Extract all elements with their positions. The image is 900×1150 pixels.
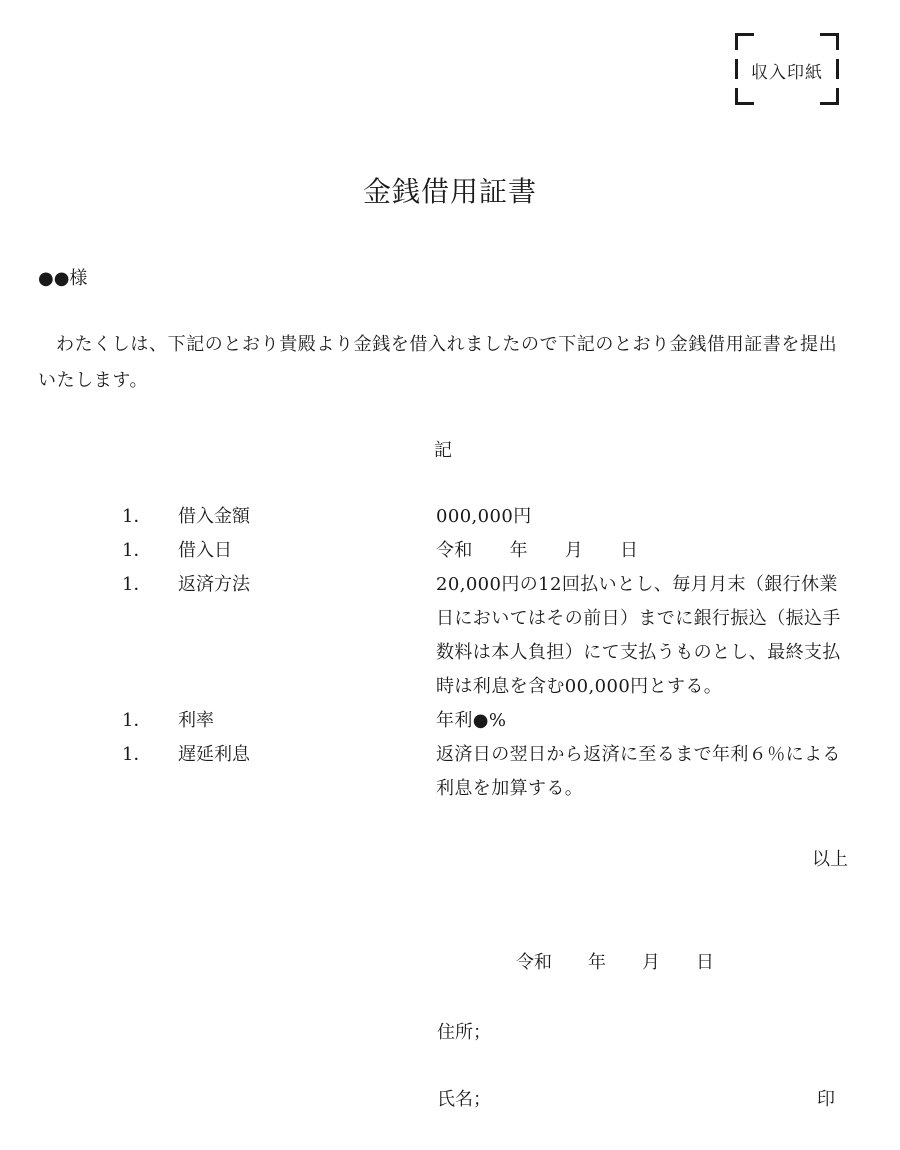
item-late-interest xyxy=(0,738,900,806)
item-value: 000,000円 xyxy=(436,506,532,527)
stamp-corner-bottom-left xyxy=(735,88,754,105)
item-number: 1． xyxy=(122,744,152,765)
item-label: 返済方法 xyxy=(178,574,250,595)
item-loan-amount xyxy=(0,500,900,534)
item-number: 1． xyxy=(122,506,152,527)
name-label: 氏名； xyxy=(437,1089,491,1110)
stamp-label: 収入印紙 xyxy=(751,63,823,83)
document-title: 金銭借用証書 xyxy=(362,175,537,208)
signature-date: 令和 年 月 日 xyxy=(516,952,714,973)
item-number: 1． xyxy=(122,710,152,731)
item-label: 利率 xyxy=(178,710,214,731)
item-interest-rate xyxy=(0,704,900,738)
address-label: 住所； xyxy=(437,1022,491,1043)
revenue-stamp-box xyxy=(735,33,839,105)
items-list xyxy=(0,500,900,806)
ki-heading: 記 xyxy=(434,440,452,461)
item-label: 借入日 xyxy=(178,540,232,561)
stamp-corner-top-right xyxy=(820,33,839,50)
item-label: 借入金額 xyxy=(178,506,250,527)
item-value: 年利●% xyxy=(436,710,507,731)
addressee: ●●様 xyxy=(38,268,88,289)
intro-paragraph: わたくしは、下記のとおり貴殿より金銭を借入れましたので下記のとおり金銭借用証書を提出いたします。 xyxy=(38,334,838,391)
closing-text: 以上 xyxy=(812,849,848,870)
item-value: 20,000円の12回払いとし、毎月月末（銀行休業日においてはその前日）までに銀行振込（振込手数料は本人負担）にて支払うものとし、最終支払時は利息を含む00,000円とする。 xyxy=(436,574,841,697)
stamp-corner-bottom-right xyxy=(820,88,839,105)
item-number: 1． xyxy=(122,574,152,595)
seal-mark: 印 xyxy=(817,1089,835,1110)
item-label: 遅延利息 xyxy=(178,744,250,765)
item-value: 返済日の翌日から返済に至るまで年利６％による利息を加算する。 xyxy=(436,744,841,799)
item-number: 1． xyxy=(122,540,152,561)
item-repayment-method xyxy=(0,568,900,704)
stamp-corner-top-left xyxy=(735,33,754,50)
item-value: 令和 年 月 日 xyxy=(436,540,639,561)
item-loan-date xyxy=(0,534,900,568)
